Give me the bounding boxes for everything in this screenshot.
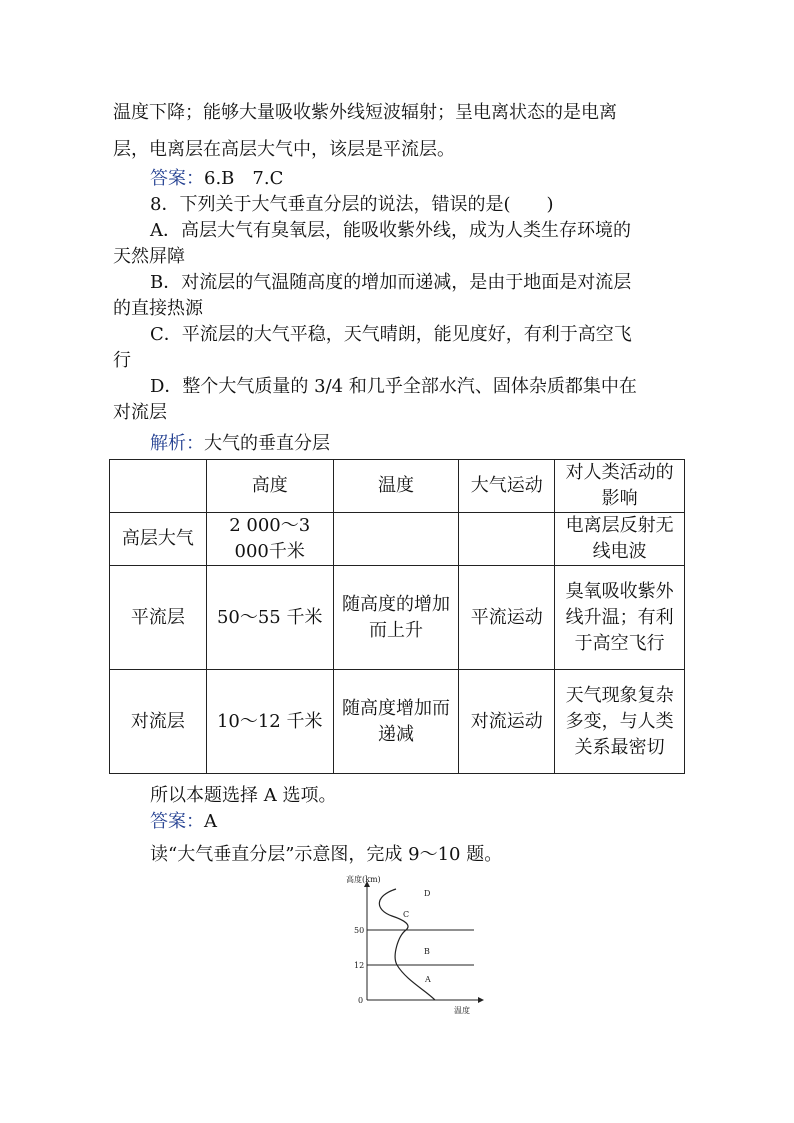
- table-header-cell: 高度: [206, 460, 333, 513]
- answer-6-7: [150, 166, 283, 192]
- table-cell: 50～55 千米: [206, 566, 333, 670]
- option-a-line-2: 天然屏障: [113, 246, 185, 267]
- analysis-label: 解析：: [150, 433, 204, 454]
- table-header-cell: 大气运动: [459, 460, 555, 513]
- table-cell: 对流运动: [459, 670, 555, 774]
- option-b-line-2: 的直接热源: [113, 298, 203, 319]
- conclusion: 所以本题选择 A 选项。: [150, 785, 337, 806]
- option-d-line-1: D．整个大气质量的 3/4 和几乎全部水汽、固体杂质都集中在: [150, 376, 637, 397]
- table-cell: 臭氧吸收紫外线升温；有利于高空飞行: [555, 566, 685, 670]
- atmosphere-layers-table: [109, 459, 685, 774]
- table-cell: 电离层反射无线电波: [555, 513, 685, 566]
- tick-label-0: 0: [358, 996, 364, 1005]
- table-cell: 随高度的增加而上升: [333, 566, 459, 670]
- tick-label-12: 12: [354, 961, 365, 970]
- answer-value: A: [204, 811, 217, 832]
- option-b-line-1: B．对流层的气温随高度的增加而递减，是由于地面是对流层: [150, 272, 632, 293]
- table-cell: [459, 513, 555, 566]
- layer-label-c: C: [403, 910, 410, 919]
- tick-label-50: 50: [354, 926, 365, 935]
- answer-8: [150, 809, 217, 835]
- x-axis-label: 温度: [454, 1006, 470, 1015]
- table-cell: 高层大气: [110, 513, 207, 566]
- layer-label-a: A: [425, 975, 431, 984]
- table-cell: 平流层: [110, 566, 207, 670]
- table-cell: [333, 513, 459, 566]
- table-cell: 天气现象复杂多变，与人类关系最密切: [555, 670, 685, 774]
- table-cell: 随高度增加而递减: [333, 670, 459, 774]
- table-header-cell: 温度: [333, 460, 459, 513]
- question-8-stem: 8．下列关于大气垂直分层的说法，错误的是( ): [150, 194, 554, 215]
- table-cell: 10～12 千米: [206, 670, 333, 774]
- atmosphere-layers-diagram: [346, 868, 490, 1018]
- option-a-line-1: A．高层大气有臭氧层，能吸收紫外线，成为人类生存环境的: [150, 220, 631, 241]
- table-row: [110, 513, 685, 566]
- option-c-line-2: 行: [113, 350, 131, 371]
- analysis-text: 大气的垂直分层: [204, 433, 330, 454]
- layer-label-b: B: [424, 947, 430, 956]
- layer-label-d: D: [424, 889, 431, 898]
- table-row: [110, 670, 685, 774]
- table-cell: 2 000～3 000千米: [206, 513, 333, 566]
- option-c-line-1: C．平流层的大气平稳，天气晴朗，能见度好，有利于高空飞: [150, 324, 632, 345]
- table-row: [110, 566, 685, 670]
- answer-label: 答案：: [150, 811, 204, 832]
- intro-line-2: 层，电离层在高层大气中，该层是平流层。: [113, 139, 455, 160]
- table-cell: 对流层: [110, 670, 207, 774]
- next-question-prompt: 读“大气垂直分层”示意图，完成 9～10 题。: [150, 844, 503, 865]
- answer-label: 答案：: [150, 168, 204, 189]
- table-header-cell: [110, 460, 207, 513]
- table-header-row: [110, 460, 685, 513]
- option-d-line-2: 对流层: [113, 402, 167, 423]
- y-axis-label: 高度(km): [346, 875, 381, 884]
- answer-value: 6.B 7.C: [204, 168, 284, 189]
- analysis: [150, 431, 330, 457]
- table-cell: 平流运动: [459, 566, 555, 670]
- intro-line-1: 温度下降；能够大量吸收紫外线短波辐射；呈电离状态的是电离: [113, 102, 617, 123]
- table-header-cell: 对人类活动的影响: [555, 460, 685, 513]
